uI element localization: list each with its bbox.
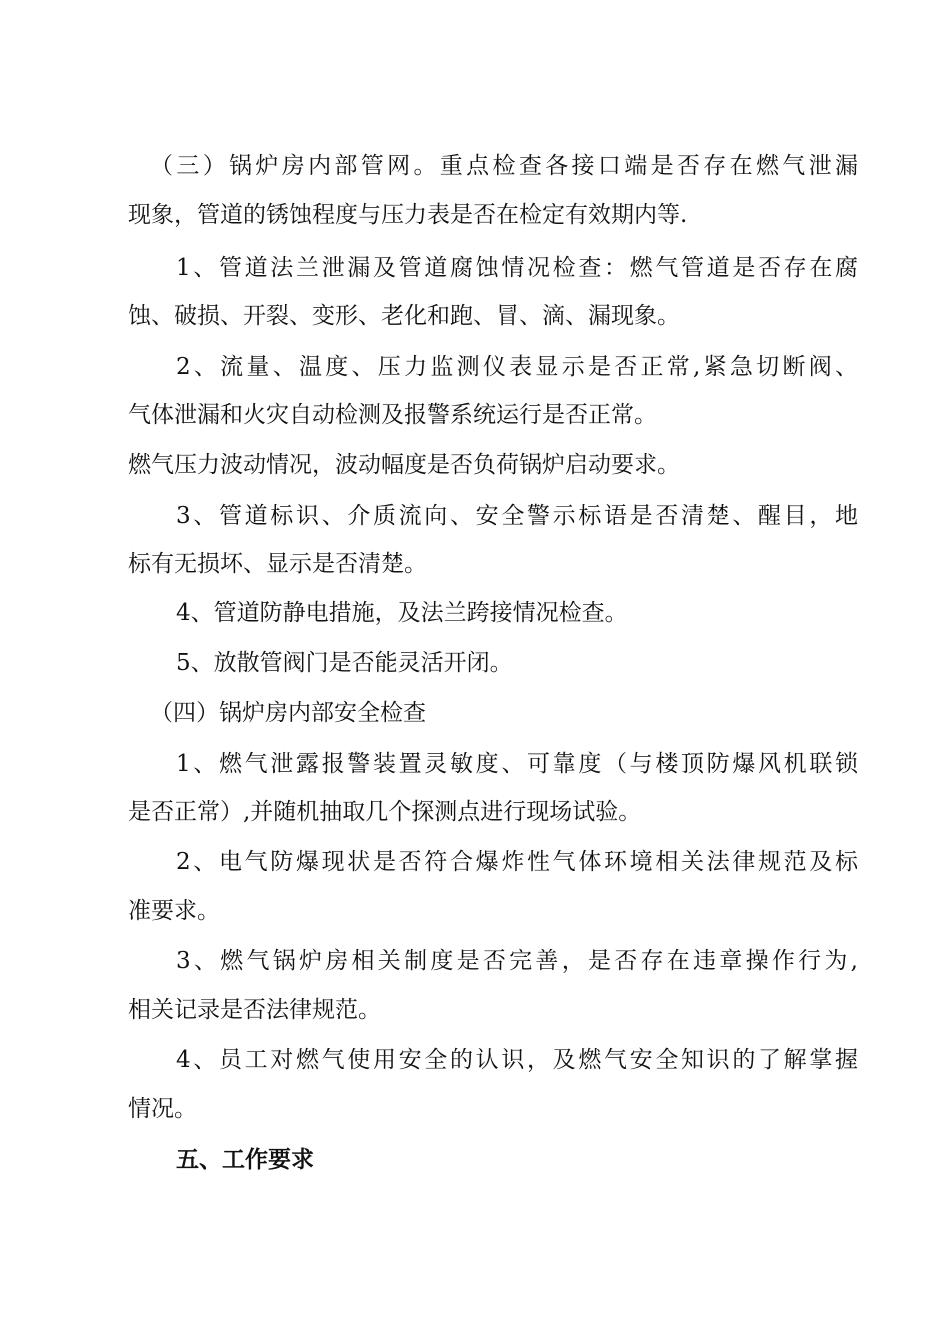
paragraph-line: 2、流量、温度、压力监测仪表显示是否正常,紧急切断阀、 xyxy=(176,354,858,380)
paragraph-line: 1、燃气泄露报警装置灵敏度、可靠度（与楼顶防爆风机联锁 xyxy=(176,751,858,777)
paragraph-line: 5、放散管阀门是否能灵活开闭。 xyxy=(176,650,513,676)
paragraph-line: 燃气压力波动情况，波动幅度是否负荷锅炉启动要求。 xyxy=(128,452,680,478)
paragraph-line: 4、员工对燃气使用安全的认识，及燃气安全知识的了解掌握 xyxy=(176,1047,858,1073)
paragraph-line: 情况。 xyxy=(128,1096,197,1122)
paragraph-line: 3、管道标识、介质流向、安全警示标语是否清楚、醒目，地 xyxy=(176,503,858,529)
paragraph-line: 4、管道防静电措施，及法兰跨接情况检查。 xyxy=(176,600,628,626)
paragraph-line: 相关记录是否法律规范。 xyxy=(128,997,381,1023)
section-heading: （四）锅炉房内部安全检查 xyxy=(150,700,426,726)
paragraph-line: （三）锅炉房内部管网。重点检查各接口端是否存在燃气泄漏 xyxy=(150,153,858,179)
paragraph-line: 蚀、破损、开裂、变形、老化和跑、冒、滴、漏现象。 xyxy=(128,303,680,329)
paragraph-line: 3、燃气锅炉房相关制度是否完善，是否存在违章操作行为, xyxy=(176,948,858,974)
paragraph-line: 标有无损坏、显示是否清楚。 xyxy=(128,551,427,577)
paragraph-line: 2、电气防爆现状是否符合爆炸性气体环境相关法律规范及标 xyxy=(176,849,858,875)
paragraph-line: 1、管道法兰泄漏及管道腐蚀情况检查：燃气管道是否存在腐 xyxy=(176,255,858,281)
paragraph-line: 准要求。 xyxy=(128,898,220,924)
section-heading-bold: 五、工作要求 xyxy=(176,1146,314,1173)
paragraph-line: 现象，管道的锈蚀程度与压力表是否在检定有效期内等. xyxy=(128,202,688,228)
paragraph-line: 是否正常）,并随机抽取几个探测点进行现场试验。 xyxy=(128,799,642,825)
paragraph-line: 气体泄漏和火灾自动检测及报警系统运行是否正常。 xyxy=(128,402,657,428)
